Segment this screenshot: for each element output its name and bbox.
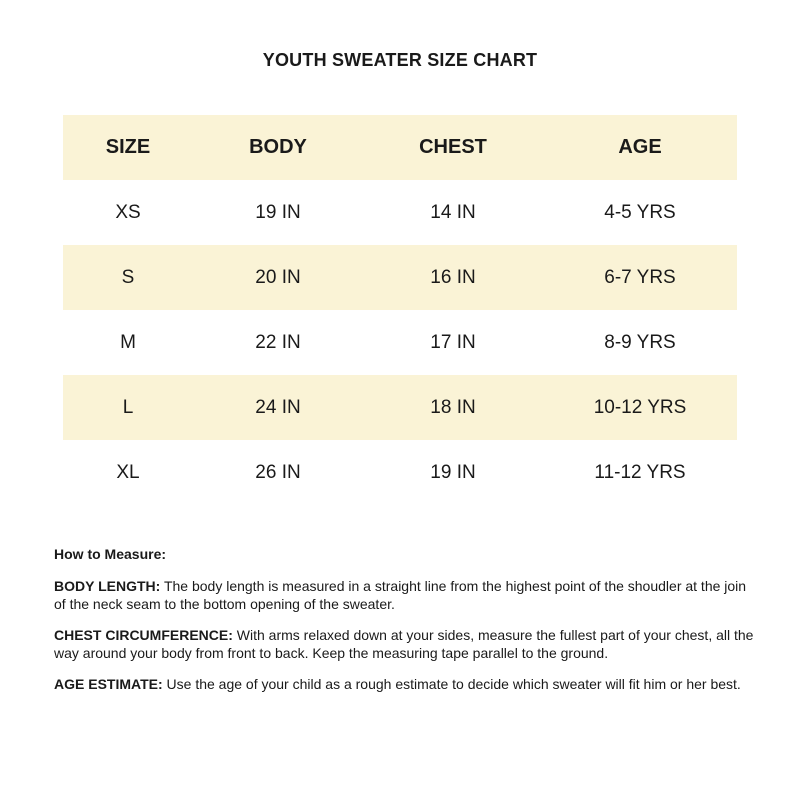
table-row xyxy=(63,375,737,440)
header-age: AGE xyxy=(618,136,662,158)
body-cell: 26 IN xyxy=(255,461,301,483)
header-chest: CHEST xyxy=(419,136,487,158)
size-cell: M xyxy=(120,331,136,353)
chest-cell: 17 IN xyxy=(430,331,476,353)
chest-cell: 19 IN xyxy=(430,461,476,483)
body-cell: 19 IN xyxy=(255,201,301,223)
size-chart-table xyxy=(63,115,737,505)
chest-cell: 18 IN xyxy=(430,396,476,418)
note-text: The body length is measured in a straight line from the highest point of the shoudler at the join of the neck seam to the bottom opening of the sweater. xyxy=(54,578,747,612)
age-cell: 10-12 YRS xyxy=(593,396,687,418)
size-cell: XS xyxy=(115,201,141,223)
size-cell: XL xyxy=(116,461,140,483)
note-label: CHEST CIRCUMFERENCE: xyxy=(54,627,233,643)
age-cell: 8-9 YRS xyxy=(604,331,676,353)
measure-instructions xyxy=(54,545,754,706)
body-cell: 24 IN xyxy=(255,396,301,418)
header-body: BODY xyxy=(249,136,307,158)
age-cell: 4-5 YRS xyxy=(604,201,676,223)
chest-cell: 14 IN xyxy=(430,201,476,223)
table-row xyxy=(63,440,737,505)
header-size: SIZE xyxy=(105,136,151,158)
table-row xyxy=(63,245,737,310)
page-title: YOUTH SWEATER SIZE CHART xyxy=(262,50,538,70)
size-cell: S xyxy=(121,266,135,288)
table-header-row xyxy=(63,115,737,180)
table-row xyxy=(63,310,737,375)
age-cell: 11-12 YRS xyxy=(594,461,686,483)
body-cell: 20 IN xyxy=(255,266,301,288)
instructions-heading: How to Measure: xyxy=(54,546,167,562)
note-text: With arms relaxed down at your sides, measure the fullest part of your chest, all the way around your body from front to back. Keep the measuring tape parallel to the ground. xyxy=(54,627,754,661)
body-cell: 22 IN xyxy=(255,331,301,353)
chest-circumference-note xyxy=(54,626,754,662)
body-length-note xyxy=(54,577,754,613)
age-cell: 6-7 YRS xyxy=(604,266,676,288)
size-cell: L xyxy=(122,396,134,418)
age-estimate-note xyxy=(54,675,754,693)
table-row xyxy=(63,180,737,245)
note-label: BODY LENGTH: xyxy=(54,578,161,594)
chest-cell: 16 IN xyxy=(430,266,476,288)
note-label: AGE ESTIMATE: xyxy=(54,676,163,692)
note-text: Use the age of your child as a rough estimate to decide which sweater will fit him or her best. xyxy=(162,676,741,692)
